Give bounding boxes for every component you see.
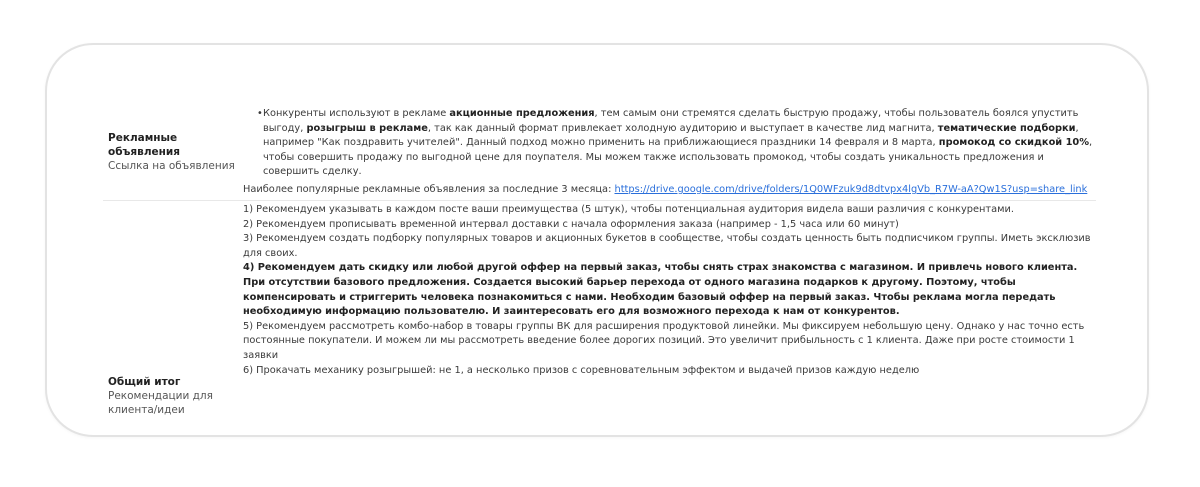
recommendation-6: 6) Прокачать механику розыгрышей: не 1, а несколько призов с соревновательным эффектом и выдачей призов каждую неделю: [243, 364, 920, 376]
table-row-ads: [103, 104, 1096, 200]
recommendation-2: 2) Рекомендуем прописывать временной интервал доставки с начала оформления заказа (например - 1,5 часа или 60 минут): [243, 218, 899, 230]
ads-label-cell: [108, 131, 238, 173]
ads-text-4: , например "Как поздравить учителей". Данный подход можно применить на приближающиеся праздники 14 февраля и 8 марта,: [263, 122, 1079, 149]
ads-content-cell: [243, 107, 1096, 198]
recommendation-4: 4) Рекомендуем дать скидку или любой другой оффер на первый заказ, чтобы снять страх знакомства с магазином. И привлечь нового клиента. При отсутствии базового предложения. Создается высокий барьер перехода от одного магазина подарков к другому. Поэтому, чтобы компенсировать и стриггерить человека познакомиться с нами. Необходим базовый оффер на первый заказ. Чтобы реклама могла передать необходимую информацию пользователю. И заинтересовать его для возможного перехода к нам от конкурентов.: [243, 262, 1078, 318]
ads-bold-1: акционные предложения: [449, 108, 595, 119]
ads-text-1: Конкуренты используют в рекламе: [263, 108, 450, 119]
ads-bold-3: тематические подборки: [937, 122, 1076, 134]
popular-ads-line: [243, 183, 1096, 198]
bullet-dot-icon: •: [257, 108, 263, 119]
total-label-cell: [108, 375, 238, 417]
ads-bullet-item: [243, 107, 1096, 180]
ads-label-sub: Ссылка на объявления: [108, 160, 235, 172]
ads-text-3: , так как данный формат привлекает холодную аудиторию и выступает в качестве лид магнита,: [427, 122, 938, 134]
total-label-sub: Рекомендации для клиента/идеи: [108, 390, 213, 416]
recommendation-3: 3) Рекомендуем создать подборку популярных товаров и акционных букетов в сообществе, чтобы создать ценность быть подписчиком группы. Иметь эксклюзив для своих.: [243, 233, 1091, 259]
ads-text-2: , тем самым они стремятся сделать быструю продажу, чтобы пользователь боялся упустить выгоду,: [263, 108, 1079, 134]
recommendation-5: 5) Рекомендуем рассмотреть комбо-набор в товары группы ВК для расширения продуктовой линейки. Мы фиксируем небольшую цену. Однако у нас точно есть постоянные покупатели. И можем ли мы рассмотреть введение более дорогих позиций. Это увеличит прибыльность с 1 клиента. Даже при росте стоимости 1 заявки: [243, 320, 1085, 361]
recommendation-1: 1) Рекомендуем указывать в каждом посте ваши преимущества (5 штук), чтобы потенциальная аудитория видела ваши различия с конкурентами.: [243, 204, 1014, 215]
ads-text-5: , чтобы совершить продажу по выгодной цене для поупателя. Мы можем также использовать промокод, чтобы создать уникальность предложения и совершить сделку.: [263, 137, 1093, 178]
ads-bold-4: промокод со скидкой 10%: [938, 137, 1090, 149]
total-label-title: Общий итог: [108, 376, 181, 388]
popular-ads-text: Наиболее популярные рекламные объявления за последние 3 месяца:: [243, 183, 615, 195]
ads-label-title: Рекламные объявления: [108, 132, 180, 158]
table-row-total: [103, 201, 1096, 486]
popular-ads-link[interactable]: https://drive.google.com/drive/folders/1Q0WFzuk9d8dtvpx4lgVb_R7W-aA?Qw1S?usp=share_link: [614, 183, 1088, 195]
ads-bold-2: розыгрыш в рекламе: [306, 122, 428, 134]
total-content-cell: [243, 203, 1096, 378]
